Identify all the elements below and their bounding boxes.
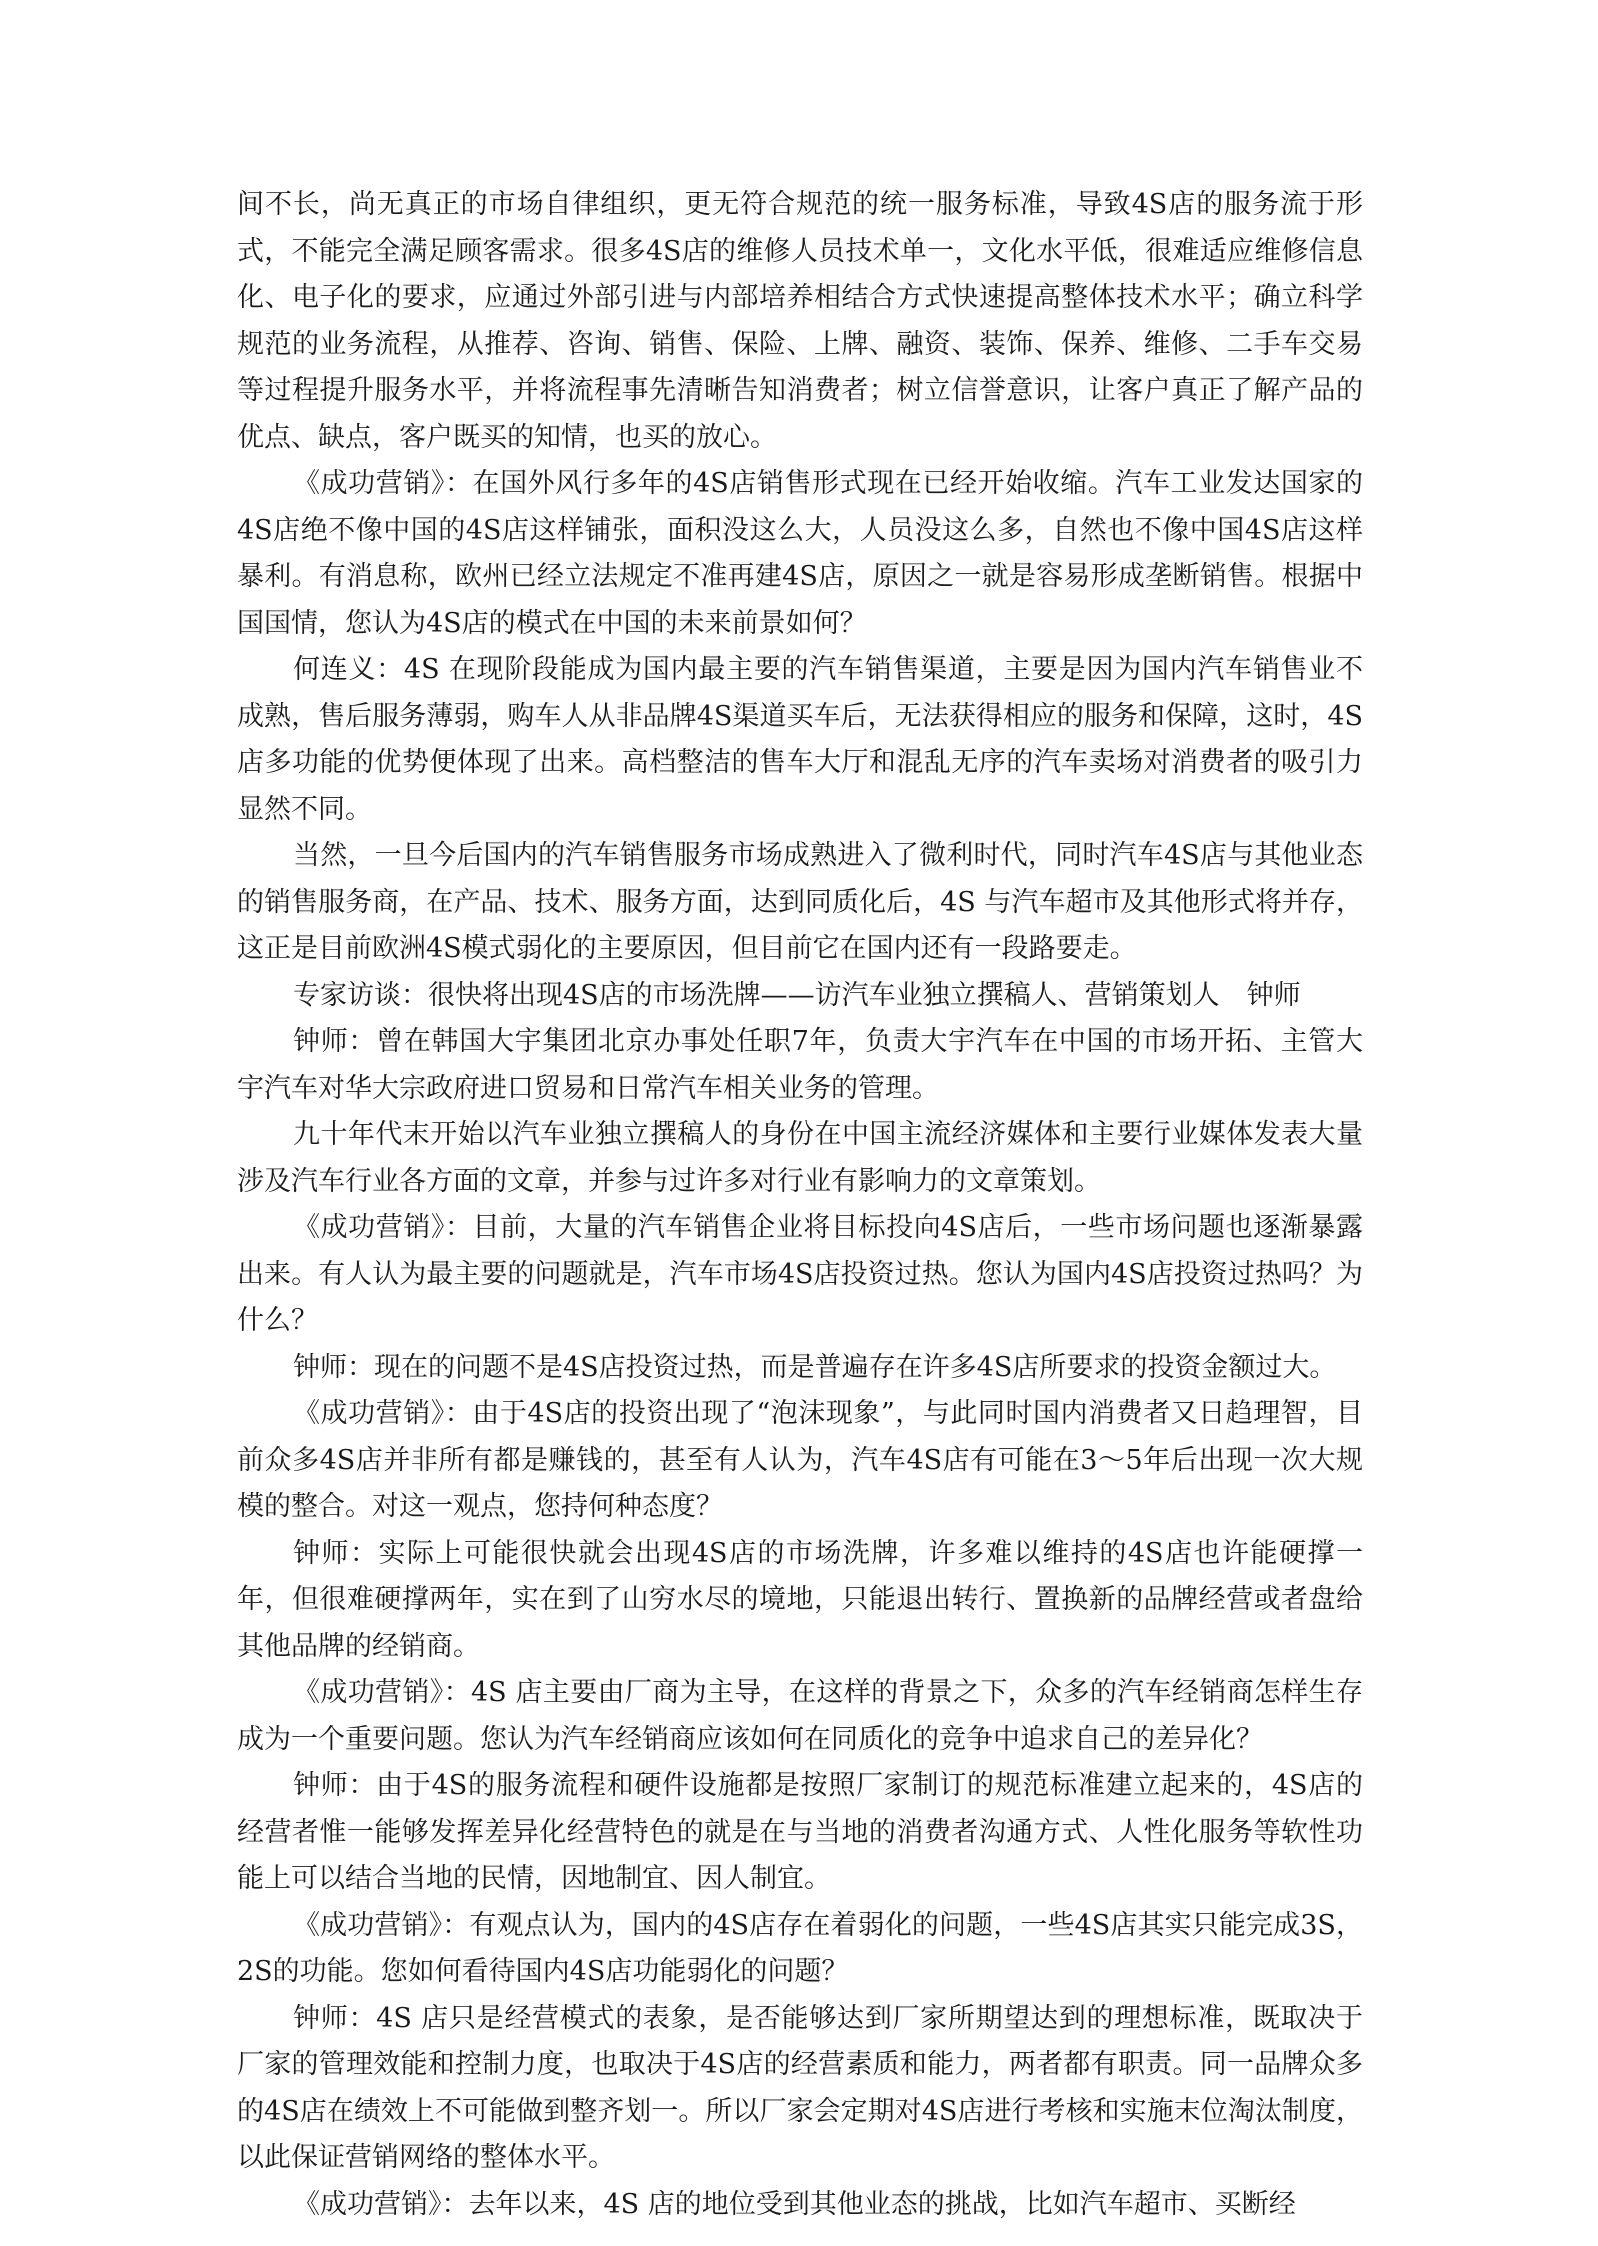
paragraph-bio-continued: 九十年代末开始以汽车业独立撰稿人的身份在中国主流经济媒体和主要行业媒体发表大量涉及汽车行业各方面的文章，并参与过许多对行业有影响力的文章策划。 xyxy=(237,1119,1363,1197)
article-body xyxy=(237,182,1363,2228)
paragraph-continuation: 间不长，尚无真正的市场自律组织，更无符合规范的统一服务标准，导致4S店的服务流于形式，不能完全满足顾客需求。很多4S店的维修人员技术单一，文化水平低，很难适应维修信息化、电子化的要求，应通过外部引进与内部培养相结合方式快速提高整体技术水平；确立科学规范的业务流程，从推荐、咨询、销售、保险、上牌、融资、装饰、保养、维修、二手车交易等过程提升服务水平，并将流程事先清晰告知消费者；树立信誉意识，让客户真正了解产品的优点、缺点，客户既买的知情，也买的放心。 xyxy=(237,189,1363,453)
paragraph-question-overheating: 《成功营销》：目前，大量的汽车销售企业将目标投向4S店后，一些市场问题也逐渐暴露出来。有人认为最主要的问题就是，汽车市场4S店投资过热。您认为国内4S店投资过热吗？为什么？ xyxy=(237,1212,1363,1336)
paragraph-bio-zhongshi: 钟师：曾在韩国大宇集团北京办事处任职7年，负责大宇汽车在中国的市场开拓、主管大宇汽车对华大宗政府进口贸易和日常汽车相关业务的管理。 xyxy=(237,1026,1363,1104)
paragraph-answer-continued: 当然，一旦今后国内的汽车销售服务市场成熟进入了微利时代，同时汽车4S店与其他业态的销售服务商，在产品、技术、服务方面，达到同质化后，4S 与汽车超市及其他形式将并存，这正是目前欧洲4S模式弱化的主要原因，但目前它在国内还有一段路要走。 xyxy=(237,840,1363,964)
paragraph-question-challenges: 《成功营销》：去年以来，4S 店的地位受到其他业态的挑战，比如汽车超市、买断经 xyxy=(293,2188,1296,2220)
paragraph-question-4s-prospects: 《成功营销》：在国外风行多年的4S店销售形式现在已经开始收缩。汽车工业发达国家的4S店绝不像中国的4S店这样铺张，面积没这么大，人员没这么多，自然也不像中国4S店这样暴利。有消息称，欧州已经立法规定不准再建4S店，原因之一就是容易形成垄断销售。根据中国国情，您认为4S店的模式在中国的未来前景如何？ xyxy=(237,468,1363,639)
paragraph-question-differentiation: 《成功营销》：4S 店主要由厂商为主导，在这样的背景之下，众多的汽车经销商怎样生存成为一个重要问题。您认为汽车经销商应该如何在同质化的竞争中追求自己的差异化？ xyxy=(237,1677,1363,1755)
paragraph-answer-he-lianyi: 何连义：4S 在现阶段能成为国内最主要的汽车销售渠道，主要是因为国内汽车销售业不成熟，售后服务薄弱，购车人从非品牌4S渠道买车后，无法获得相应的服务和保障，这时，4S 店多功能的优势便体现了出来。高档整洁的售车大厅和混乱无序的汽车卖场对消费者的吸引力显然不同。 xyxy=(237,654,1363,825)
paragraph-question-bubble: 《成功营销》：由于4S店的投资出现了“泡沫现象”，与此同时国内消费者又日趋理智，目前众多4S店并非所有都是赚钱的，甚至有人认为，汽车4S店有可能在3～5年后出现一次大规模的整合。对这一观点，您持何种态度？ xyxy=(237,1398,1363,1522)
paragraph-answer-differentiation: 钟师：由于4S的服务流程和硬件设施都是按照厂家制订的规范标准建立起来的，4S店的经营者惟一能够发挥差异化经营特色的就是在与当地的消费者沟通方式、人性化服务等软性功能上可以结合当地的民情，因地制宜、因人制宜。 xyxy=(237,1770,1363,1894)
paragraph-answer-weakening: 钟师：4S 店只是经营模式的表象，是否能够达到厂家所期望达到的理想标准，既取决于厂家的管理效能和控制力度，也取决于4S店的经营素质和能力，两者都有职责。同一品牌众多的4S店在绩效上不可能做到整齐划一。所以厂家会定期对4S店进行考核和实施末位淘汰制度，以此保证营销网络的整体水平。 xyxy=(237,2002,1363,2173)
paragraph-answer-reshuffle: 钟师：实际上可能很快就会出现4S店的市场洗牌，许多难以维持的4S店也许能硬撑一年，但很难硬撑两年，实在到了山穷水尽的境地，只能退出转行、置换新的品牌经营或者盘给其他品牌的经销商。 xyxy=(237,1537,1363,1662)
paragraph-question-weakening: 《成功营销》：有观点认为，国内的4S店存在着弱化的问题，一些4S店其实只能完成3S，2S的功能。您如何看待国内4S店功能弱化的问题？ xyxy=(237,1909,1363,1987)
interview-heading: 专家访谈：很快将出现4S店的市场洗牌——访汽车业独立撰稿人、营销策划人 钟师 xyxy=(293,979,1301,1011)
paragraph-answer-overheating: 钟师：现在的问题不是4S店投资过热，而是普遍存在许多4S店所要求的投资金额过大。 xyxy=(293,1351,1337,1383)
